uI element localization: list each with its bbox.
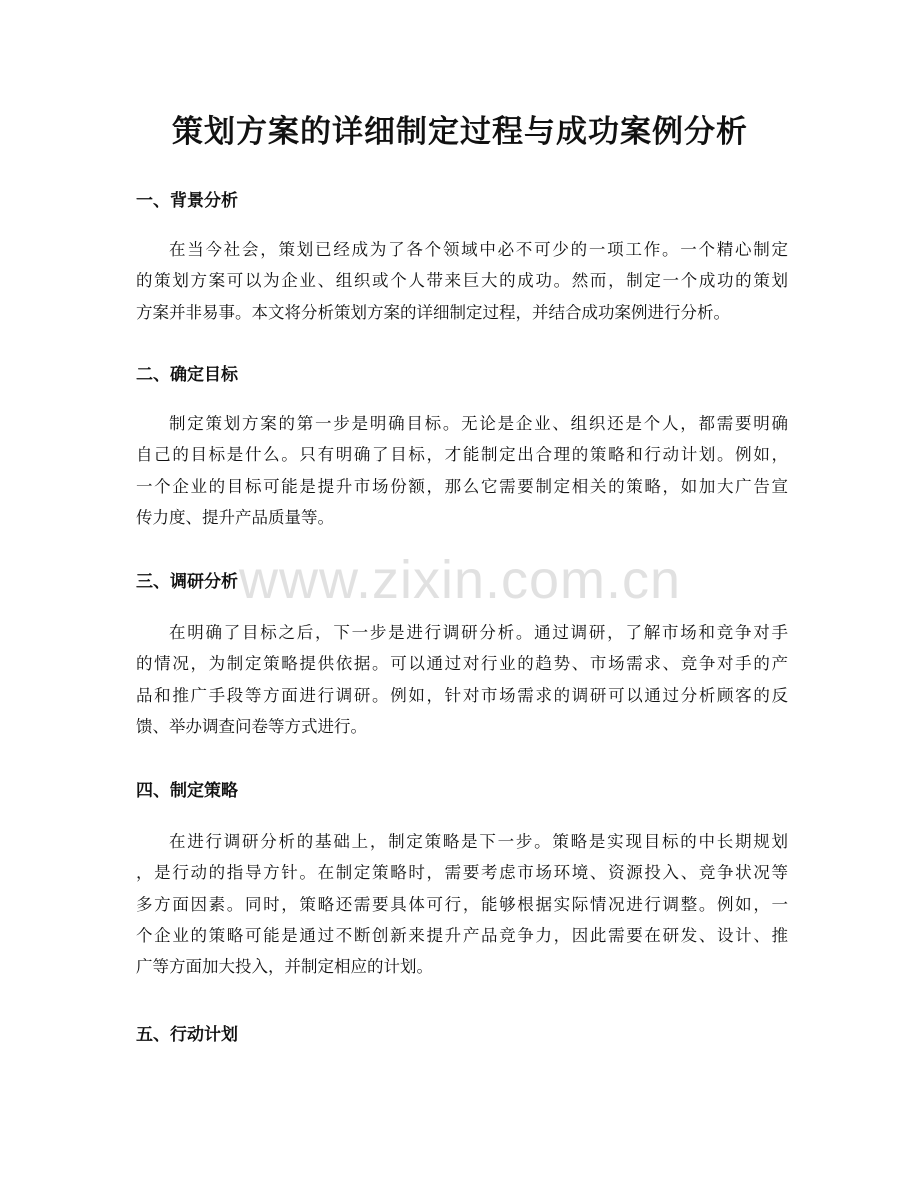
paragraph-line: 方案并非易事。本文将分析策划方案的详细制定过程，并结合成功案例进行分析。 [136,302,730,322]
section-heading-action-plan: 五、行动计划 [136,1025,238,1045]
section-paragraph-strategy [136,826,788,982]
section-paragraph-background [136,234,788,328]
paragraph-line: 制定策划方案的第一步是明确目标。无论是企业、组织还是个人，都需要明确 [169,414,788,433]
paragraph-line: 品和推广手段等方面进行调研。例如，针对市场需求的调研可以通过分析顾客的反 [136,685,788,705]
section-heading-goals: 二、确定目标 [136,365,238,385]
paragraph-line: 传力度、提升产品质量等。 [136,507,334,527]
paragraph-line: 在当今社会，策划已经成为了各个领域中必不可少的一项工作。一个精心制定 [169,240,788,259]
paragraph-line: 馈、举办调查问卷等方式进行。 [136,716,367,736]
paragraph-line: 广等方面加大投入，并制定相应的计划。 [136,957,433,977]
paragraph-line: ，是行动的指导方针。在制定策略时，需要考虑市场环境、资源投入、竞争状况等 [136,863,788,883]
paragraph-line: 多方面因素。同时，策略还需要具体可行，能够根据实际情况进行调整。例如，一 [136,894,788,914]
section-paragraph-research [136,617,788,742]
watermark: www.zixin.com.cn [238,550,682,610]
section-heading-strategy: 四、制定策略 [136,781,238,801]
section-heading-research: 三、调研分析 [136,572,238,592]
paragraph-line: 个企业的策略可能是通过不断创新来提升产品竞争力，因此需要在研发、设计、推 [136,925,788,945]
section-paragraph-goals [136,408,788,533]
paragraph-line: 自己的目标是什么。只有明确了目标，才能制定出合理的策略和行动计划。例如， [136,445,788,465]
paragraph-line: 在进行调研分析的基础上，制定策略是下一步。策略是实现目标的中长期规划 [169,832,788,851]
paragraph-line: 一个企业的目标可能是提升市场份额，那么它需要制定相关的策略，如加大广告宣 [136,476,788,496]
paragraph-line: 的策划方案可以为企业、组织或个人带来巨大的成功。然而，制定一个成功的策划 [136,271,788,291]
section-heading-background: 一、背景分析 [136,191,238,211]
paragraph-line: 在明确了目标之后，下一步是进行调研分析。通过调研，了解市场和竞争对手 [169,623,788,642]
document-title: 策划方案的详细制定过程与成功案例分析 [172,114,748,150]
paragraph-line: 的情况，为制定策略提供依据。可以通过对行业的趋势、市场需求、竞争对手的产 [136,654,788,674]
